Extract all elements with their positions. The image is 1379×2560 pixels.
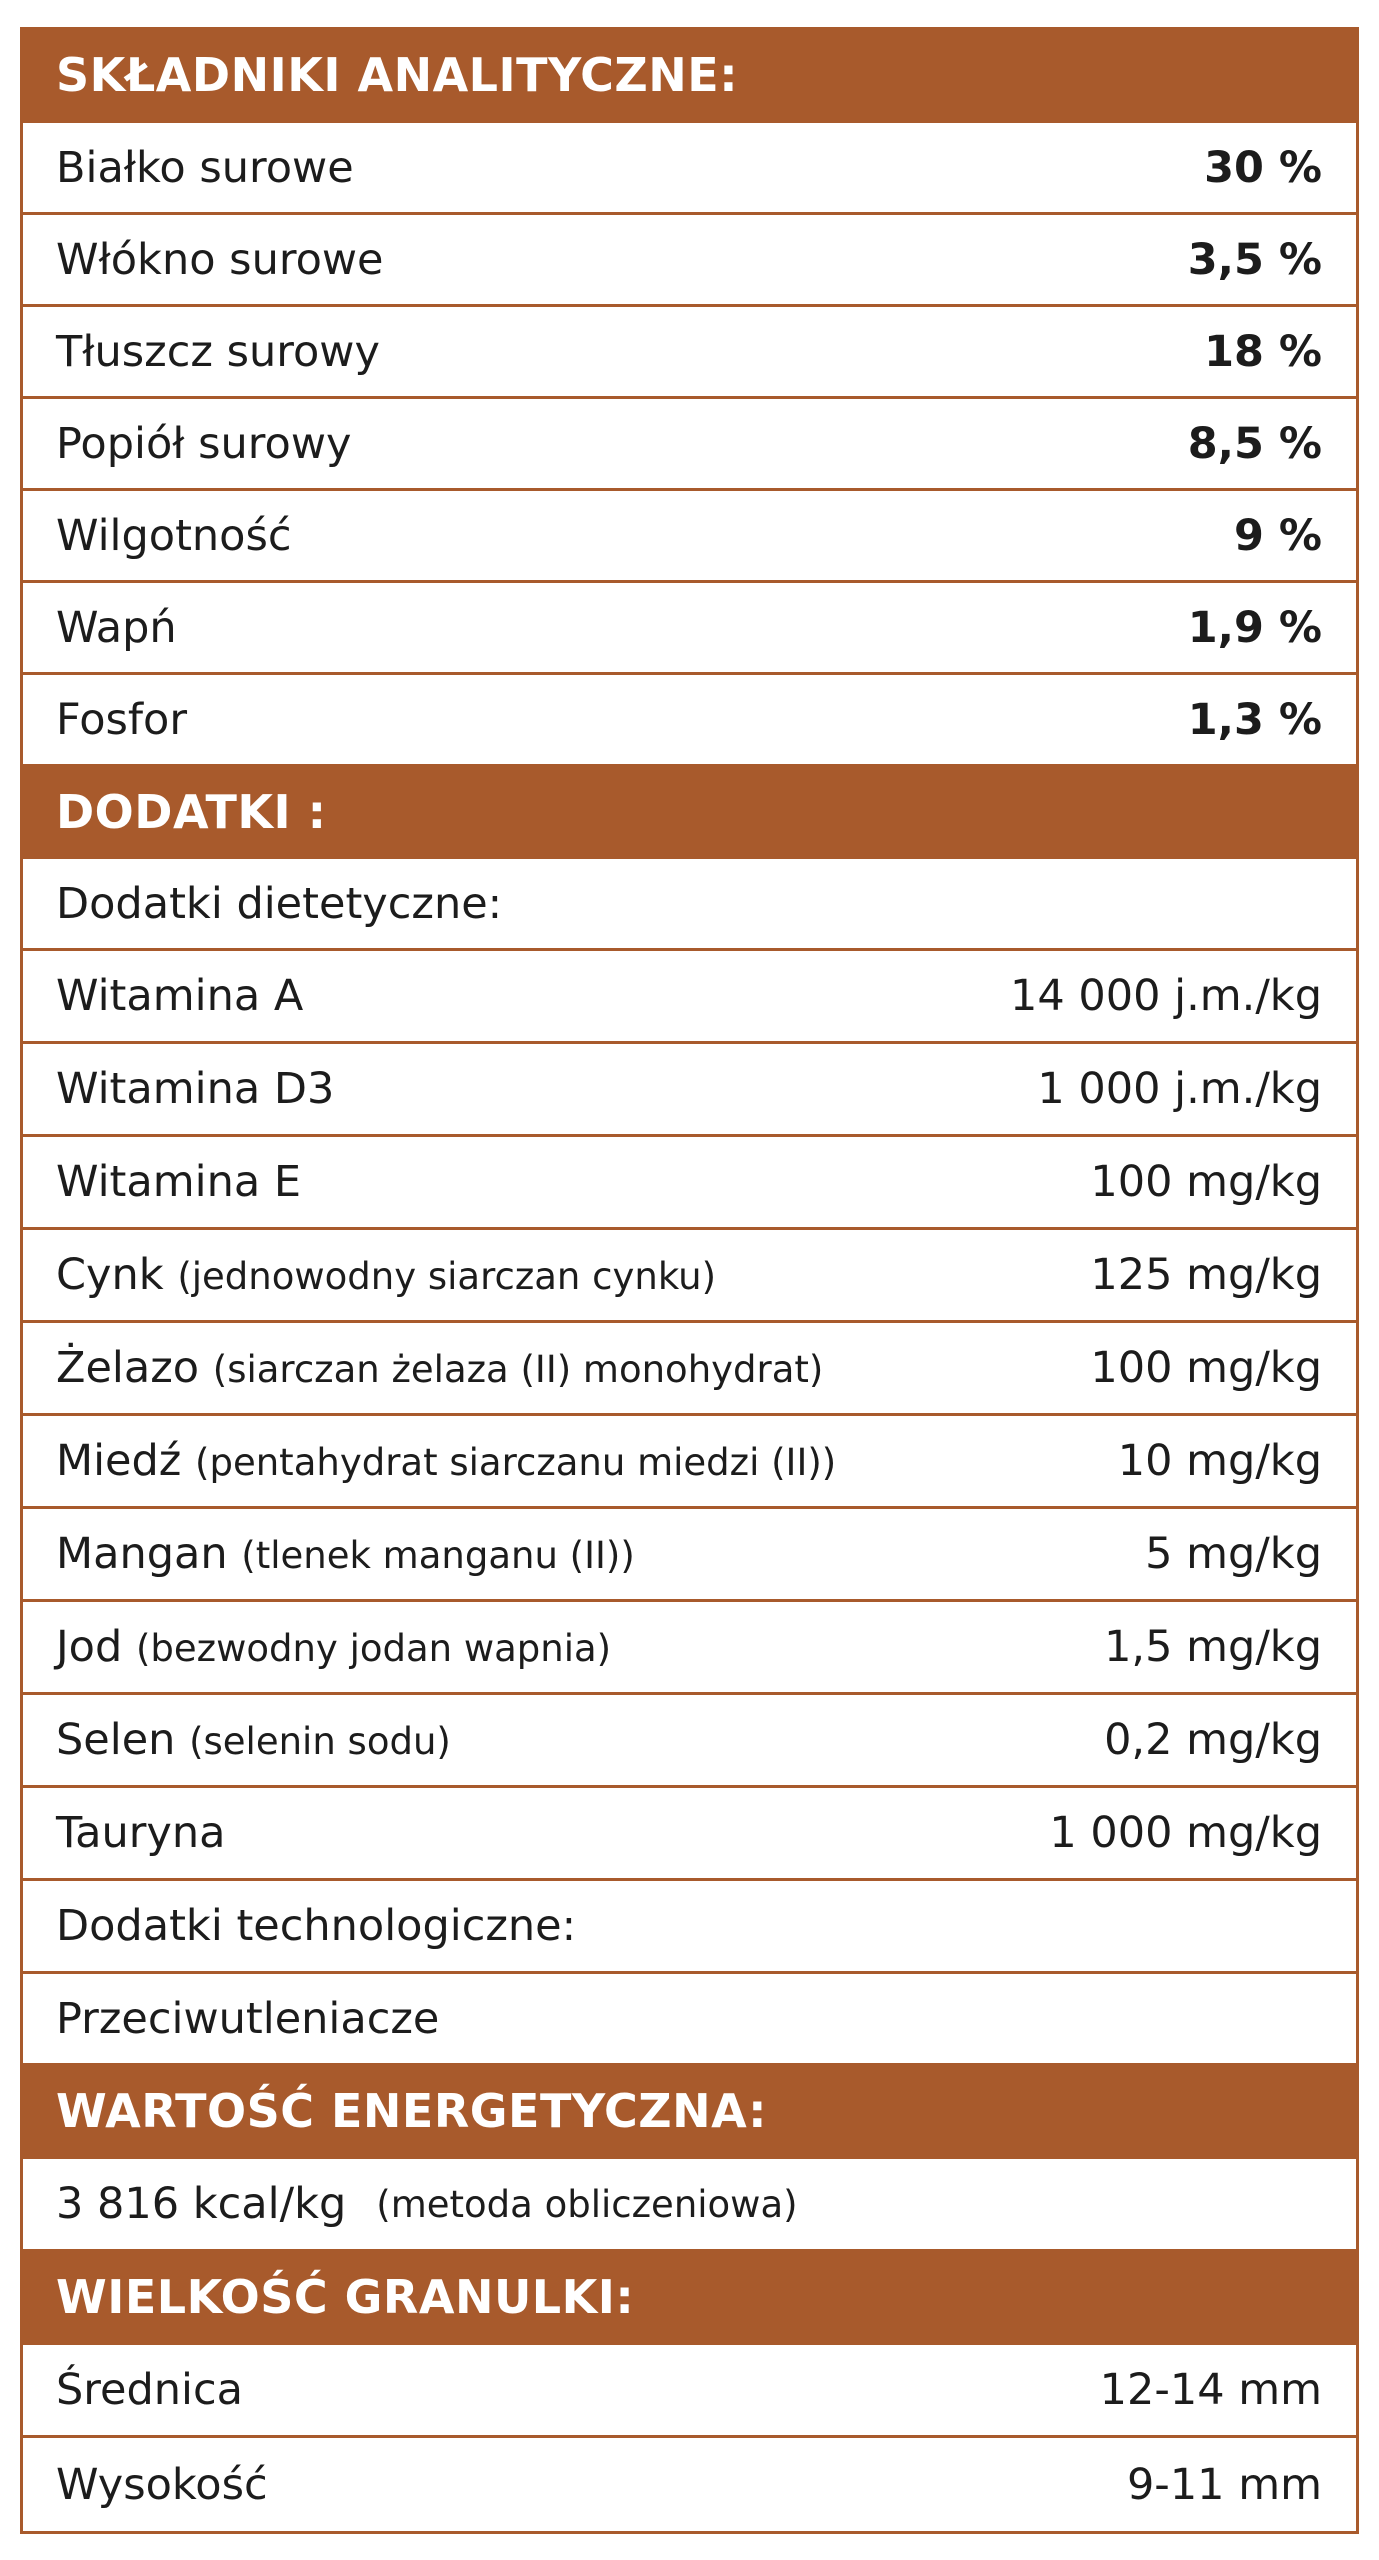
row-value: 3,5 % <box>1187 234 1322 285</box>
row-value: 8,5 % <box>1187 418 1322 469</box>
table-row <box>23 1323 1356 1416</box>
table-row <box>23 491 1356 583</box>
table-row <box>23 1509 1356 1602</box>
section-title: WIELKOŚĆ GRANULKI: <box>56 2270 635 2324</box>
additive-name: Tauryna <box>56 1808 226 1858</box>
energy-value: 3 816 kcal/kg <box>56 2179 347 2229</box>
dietetic-additives-label: Dodatki dietetyczne: <box>56 878 503 929</box>
row-label <box>56 1529 635 1579</box>
section-title: DODATKI : <box>56 784 327 839</box>
row-value: 1 000 j.m./kg <box>1037 1064 1322 1114</box>
additive-name: Żelazo <box>56 1343 200 1393</box>
additive-name: Witamina E <box>56 1157 302 1207</box>
section-header-granule <box>23 2252 1356 2345</box>
additive-name: Miedź <box>56 1436 182 1486</box>
table-row <box>23 1695 1356 1788</box>
row-value: 1,9 % <box>1187 602 1322 653</box>
additive-name: Witamina A <box>56 971 304 1021</box>
table-row <box>23 1602 1356 1695</box>
row-label: Popiół surowy <box>56 418 352 469</box>
row-value: 10 mg/kg <box>1117 1436 1322 1486</box>
row-label: Włókno surowe <box>56 234 384 285</box>
table-row <box>23 215 1356 307</box>
additive-note: (pentahydrat siarczanu miedzi (II)) <box>195 1441 837 1484</box>
row-label: Białko surowe <box>56 142 354 193</box>
energy-note: (metoda obliczeniowa) <box>376 2182 798 2226</box>
additive-note: (tlenek manganu (II)) <box>241 1534 635 1577</box>
section-header-additives <box>23 767 1356 859</box>
row-label <box>56 971 303 1021</box>
table-row <box>23 1416 1356 1509</box>
section-header-analytical <box>23 30 1356 123</box>
row-value: 1,3 % <box>1187 694 1322 745</box>
table-row <box>23 675 1356 767</box>
row-value: 14 000 j.m./kg <box>1010 971 1322 1021</box>
section-header-energy <box>23 2066 1356 2159</box>
row-label <box>56 1250 716 1300</box>
subheading-row <box>23 859 1356 951</box>
table-row <box>23 1230 1356 1323</box>
table-row <box>23 1044 1356 1137</box>
table-row <box>23 2159 1356 2252</box>
additive-note: (bezwodny jodan wapnia) <box>135 1627 612 1670</box>
nutrition-table <box>20 27 1359 2534</box>
row-value: 30 % <box>1204 142 1322 193</box>
table-row <box>23 1788 1356 1881</box>
table-row <box>23 1137 1356 1230</box>
table-row <box>23 2438 1356 2531</box>
section-title: WARTOŚĆ ENERGETYCZNA: <box>56 2084 767 2138</box>
row-label <box>56 1808 225 1858</box>
row-value: 12-14 mm <box>1099 2365 1322 2415</box>
row-label: Wysokość <box>56 2459 268 2510</box>
row-value: 9 % <box>1234 510 1322 561</box>
additive-note: (jednowodny siarczan cynku) <box>177 1255 716 1298</box>
additive-name: Cynk <box>56 1250 164 1300</box>
row-label: Fosfor <box>56 694 188 745</box>
row-value: 1,5 mg/kg <box>1104 1622 1322 1672</box>
row-label: Średnica <box>56 2365 243 2415</box>
table-row <box>23 951 1356 1044</box>
row-label <box>56 1157 301 1207</box>
row-value: 9-11 mm <box>1126 2459 1322 2510</box>
additive-name: Mangan <box>56 1529 228 1579</box>
additive-name: Selen <box>56 1715 176 1765</box>
table-row <box>23 399 1356 491</box>
row-label <box>56 1622 611 1672</box>
table-row <box>23 1974 1356 2066</box>
row-label <box>56 1064 334 1114</box>
row-label <box>56 1436 836 1486</box>
table-row <box>23 583 1356 675</box>
row-value: 0,2 mg/kg <box>1104 1715 1322 1765</box>
table-row <box>23 2345 1356 2438</box>
row-label <box>56 1715 451 1765</box>
additive-note: (siarczan żelaza (II) monohydrat) <box>212 1348 824 1391</box>
table-row <box>23 123 1356 215</box>
row-value: 1 000 mg/kg <box>1049 1808 1322 1858</box>
additive-note: (selenin sodu) <box>189 1720 451 1763</box>
row-value: 100 mg/kg <box>1090 1343 1322 1393</box>
row-value: 125 mg/kg <box>1090 1250 1322 1300</box>
row-label: Tłuszcz surowy <box>56 326 380 377</box>
row-value: 5 mg/kg <box>1145 1529 1322 1579</box>
row-value: 18 % <box>1204 326 1322 377</box>
section-title: SKŁADNIKI ANALITYCZNE: <box>56 48 739 102</box>
table-row <box>23 307 1356 399</box>
row-value: 100 mg/kg <box>1090 1157 1322 1207</box>
row-label: Wilgotność <box>56 510 292 561</box>
subheading-row <box>23 1881 1356 1974</box>
row-label <box>56 1343 823 1393</box>
technological-additives-label: Dodatki technologiczne: <box>56 1901 577 1951</box>
technological-item: Przeciwutleniacze <box>56 1993 440 2044</box>
additive-name: Jod <box>56 1622 123 1672</box>
row-label: Wapń <box>56 602 177 653</box>
additive-name: Witamina D3 <box>56 1064 335 1114</box>
